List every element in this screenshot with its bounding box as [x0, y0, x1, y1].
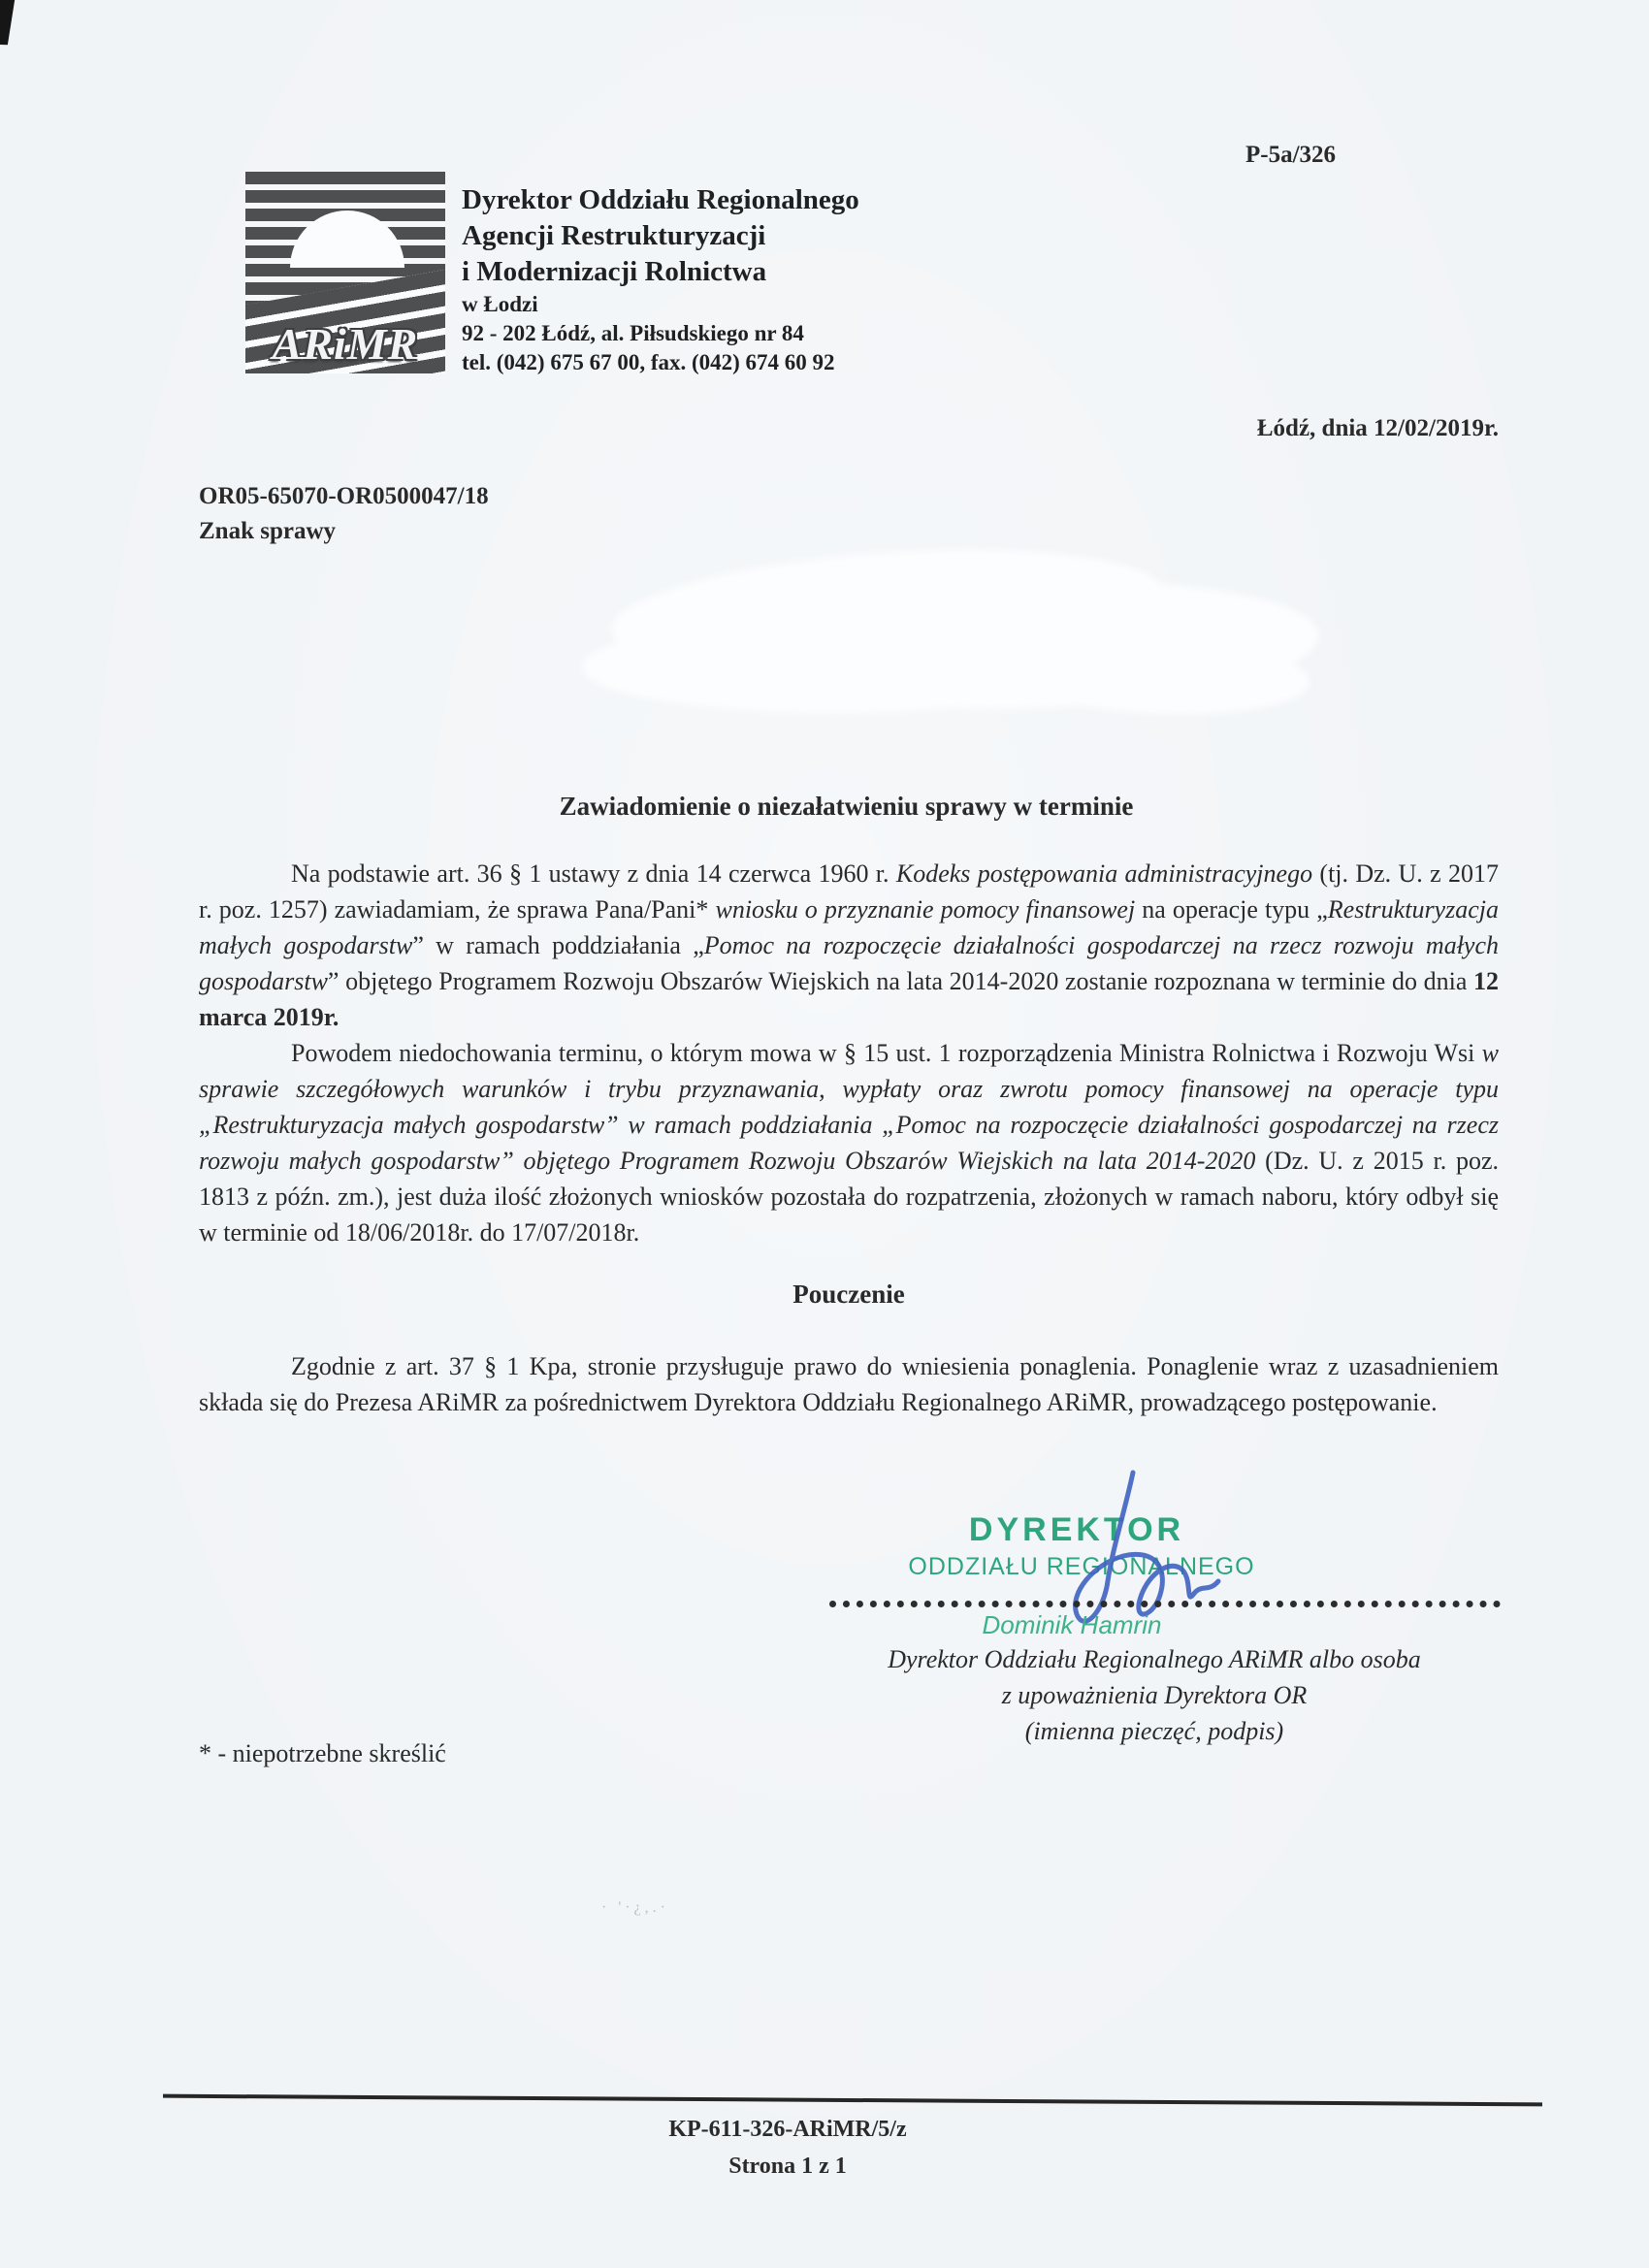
form-reference-code: P-5a/326 — [1245, 142, 1337, 168]
document-title: Zawiadomienie o niezałatwieniu sprawy w terminie — [559, 792, 1134, 821]
signature-caption — [815, 1641, 1494, 1749]
case-number: OR05-65070-OR0500047/18 — [199, 483, 489, 509]
case-number-label: Znak sprawy — [199, 518, 337, 544]
footer-document-code: KP-611-326-ARiMR/5/z — [668, 2117, 907, 2142]
pencil-smudge-artifact: · '·¿,.· — [601, 1899, 669, 1916]
arimr-logo-icon — [245, 172, 445, 373]
stamp-director-line: DYREKTOR — [968, 1511, 1185, 1548]
sender-address-block — [462, 182, 859, 377]
sender-line: Dyrektor Oddziału Regionalnego — [462, 184, 859, 215]
pouczenie-heading: Pouczenie — [792, 1280, 905, 1309]
caption-line: Dyrektor Oddziału Regionalnego ARiMR albo osoba — [888, 1645, 1421, 1673]
paragraph-3: Zgodnie z art. 37 § 1 Kpa, stronie przysługuje prawo do wniesienia ponaglenia. Ponaglenie wraz z uzasadnieniem składa się do Prezesa ARiMR za pośrednictwem Dyrektora Oddziału Regionalnego ARiMR, prowadzącego postępowanie. — [199, 1352, 1499, 1416]
sender-line: w Łodzi — [462, 292, 538, 316]
footer-rule — [163, 2094, 1542, 2107]
stamp-regional-branch-line: ODDZIAŁU REGIONALNEGO — [908, 1553, 1255, 1580]
caption-line: z upoważnienia Dyrektora OR — [1001, 1681, 1308, 1709]
sender-line: tel. (042) 675 67 00, fax. (042) 674 60 92 — [462, 350, 835, 374]
sender-line: i Modernizacji Rolnictwa — [462, 256, 767, 287]
paragraph-1: Na podstawie art. 36 § 1 ustawy z dnia 14 czerwca 1960 r. Kodeks postępowania administracyjnego (tj. Dz. U. z 2017 r. poz. 1257) zawiadamiam, że sprawa Pana/Pani* wniosku o przyznanie pomocy finansowej na operacje typu „Restrukturyzacja małych gospodarstw” w ramach poddziałania „Pomoc na rozpoczęcie działalności gospodarczej na rzecz rozwoju małych gospodarstw” objętego Programem Rozwoju Obszarów Wiejskich na lata 2014-2020 zostanie rozpoznana w terminie do dnia 12 marca 2019r. — [199, 859, 1500, 1031]
redaction-whiteout — [572, 529, 1339, 737]
sender-line: Agencji Restrukturyzacji — [462, 220, 766, 251]
caption-line: (imienna pieczęć, podpis) — [1024, 1717, 1284, 1745]
paragraph-2: Powodem niedochowania terminu, o którym mowa w § 15 ust. 1 rozporządzenia Ministra Rolnictwa i Rozwoju Wsi w sprawie szczegółowych warunków i trybu przyznawania, wypłaty oraz zwrotu pomocy finansowej na operacje typu „Restrukturyzacja małych gospodarstw” w ramach poddziałania „Pomoc na rozpoczęcie działalności gospodarczej na rzecz rozwoju małych gospodarstw” objętego Programem Rozwoju Obszarów Wiejskich na lata 2014-2020 (Dz. U. z 2015 r. poz. 1813 z późn. zm.), jest duża ilość złożonych wniosków pozostała do rozpatrzenia, złożonych w ramach naboru, który odbył się w terminie od 18/06/2018r. do 17/07/2018r. — [199, 1039, 1499, 1247]
signer-name-stamp: Dominik Hamrin — [982, 1610, 1162, 1639]
scan-corner-artifact — [0, 0, 16, 45]
signature-dotted-line — [829, 1568, 1501, 1607]
place-and-date: Łódź, dnia 12/02/2019r. — [1256, 415, 1499, 441]
asterisk-footnote: * - niepotrzebne skreślić — [199, 1739, 446, 1767]
letter-body — [199, 856, 1499, 1420]
sender-line: 92 - 202 Łódź, al. Piłsudskiego nr 84 — [462, 321, 804, 345]
case-number-block — [199, 479, 489, 549]
logo-acronym: ARiMR — [272, 319, 419, 369]
footer-page-number: Strona 1 z 1 — [728, 2154, 847, 2179]
